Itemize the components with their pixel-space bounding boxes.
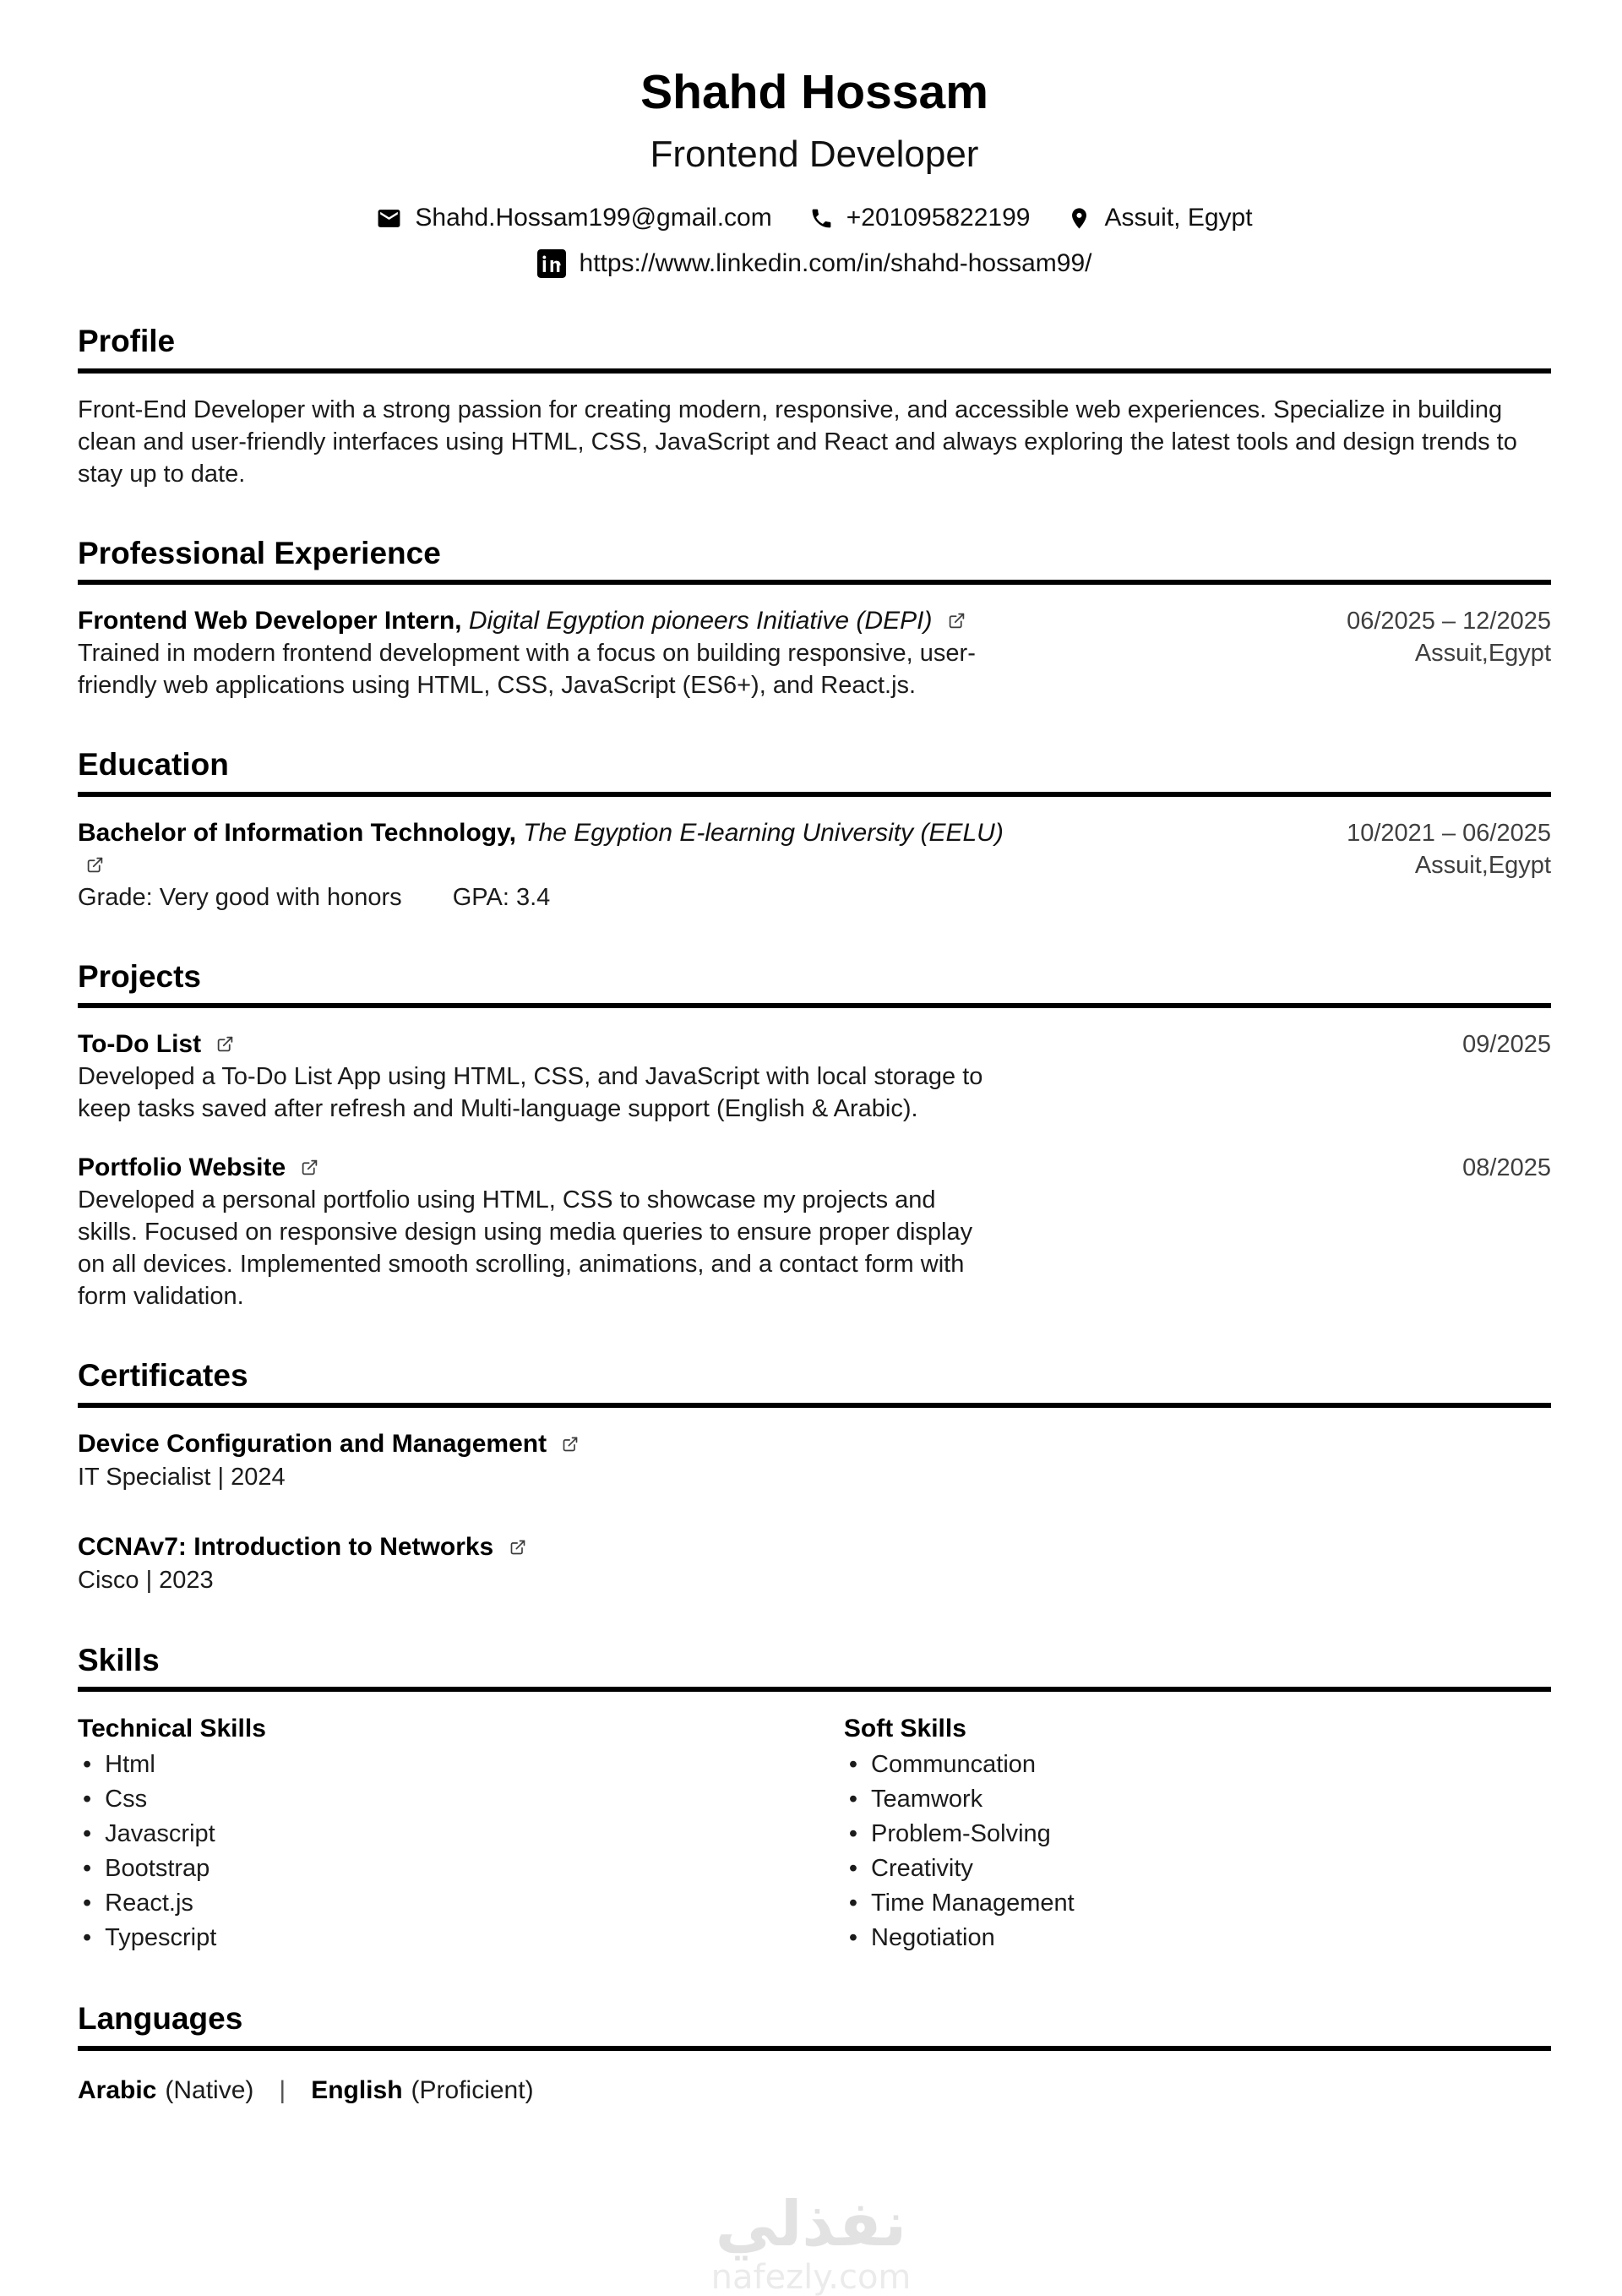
- education-grade: Grade: Very good with honors: [78, 883, 402, 911]
- skill-item: • Javascript: [78, 1817, 844, 1852]
- section-certificates: [78, 1358, 1551, 1597]
- bullet-icon: •: [848, 1890, 858, 1917]
- contact-row: [78, 204, 1551, 232]
- bullet-icon: •: [848, 1855, 858, 1883]
- certificate-issuer: Cisco | 2023: [78, 1566, 214, 1594]
- education-gpa: GPA: 3.4: [452, 883, 551, 911]
- soft-skills-title: Soft Skills: [843, 1715, 966, 1743]
- soft-skills-group: [844, 1712, 1551, 1955]
- section-projects: [78, 959, 1551, 1313]
- resume-header: [78, 66, 1551, 278]
- external-link-icon[interactable]: [216, 1035, 234, 1053]
- candidate-name: Shahd Hossam: [640, 65, 988, 119]
- experience-location: Assuit,Egypt: [1414, 640, 1551, 668]
- education-degree: Bachelor of Information Technology,: [78, 818, 516, 847]
- phone-text: +201095822199: [846, 204, 1031, 232]
- languages-line: [78, 2076, 1551, 2105]
- contact-phone: [809, 204, 1031, 232]
- skill-item: • Css: [78, 1782, 844, 1817]
- certificates-heading: Certificates: [78, 1358, 1551, 1408]
- education-location: Assuit,Egypt: [1414, 851, 1551, 879]
- skills-heading: Skills: [78, 1643, 1551, 1693]
- skill-item: • React.js: [78, 1886, 844, 1921]
- project-date: 09/2025: [1462, 1031, 1551, 1059]
- skill-item: • Time Management: [844, 1886, 1551, 1921]
- experience-description: Trained in modern frontend development with a focus on building responsive, user-friendly web applications using HTML, CSS, JavaScript (ES6+), and React.js.: [78, 640, 976, 700]
- phone-icon: [809, 206, 834, 231]
- bullet-icon: •: [848, 1786, 858, 1813]
- languages-heading: Languages: [78, 2001, 1551, 2051]
- external-link-icon[interactable]: [301, 1159, 318, 1176]
- nafezly-domain: nafezly.com: [710, 2258, 912, 2296]
- skill-item: • Typescript: [78, 1921, 844, 1955]
- skill-item: • Communcation: [844, 1748, 1551, 1782]
- profile-heading: Profile: [78, 324, 1551, 374]
- skill-item: • Creativity: [844, 1852, 1551, 1886]
- soft-skills-list: [844, 1748, 1551, 1955]
- project-description: Developed a personal portfolio using HTML, CSS to showcase my projects and skills. Focused on responsive design using media queries to ensure proper display on all devices. Implemented smooth scrolling, animations, and a contact form with form validation.: [78, 1186, 973, 1311]
- section-education: [78, 747, 1551, 913]
- technical-skills-list: [78, 1748, 844, 1955]
- contact-location: [1067, 204, 1252, 232]
- bullet-icon: •: [848, 1820, 858, 1848]
- experience-heading: Professional Experience: [78, 536, 1551, 586]
- skill-item: • Problem-Solving: [844, 1817, 1551, 1852]
- project-name: Portfolio Website: [78, 1153, 286, 1182]
- project-entry: [78, 1028, 1551, 1125]
- location-text: Assuit, Egypt: [1104, 204, 1253, 232]
- education-title: [78, 817, 1007, 881]
- project-title: [78, 1152, 990, 1184]
- technical-skills-group: [78, 1712, 844, 1955]
- certificate-entry: [78, 1531, 1551, 1597]
- skill-item: • Html: [78, 1748, 844, 1782]
- project-title: [78, 1028, 990, 1061]
- bullet-icon: •: [83, 1751, 92, 1779]
- bullet-icon: •: [83, 1820, 92, 1848]
- skill-item: • Teamwork: [844, 1782, 1551, 1817]
- project-date: 08/2025: [1462, 1154, 1551, 1182]
- project-description: Developed a To-Do List App using HTML, CSS, and JavaScript with local storage to keep tasks saved after refresh and Multi-language support (English & Arabic).: [78, 1063, 983, 1123]
- linkedin-url[interactable]: https://www.linkedin.com/in/shahd-hossam99/: [579, 249, 1092, 278]
- language-name: Arabic: [78, 2075, 157, 2104]
- experience-dates: 06/2025 – 12/2025: [1347, 608, 1551, 635]
- project-entry: [78, 1152, 1551, 1312]
- bullet-icon: •: [83, 1924, 92, 1952]
- skill-item: • Bootstrap: [78, 1852, 844, 1886]
- linkedin-row: [78, 249, 1551, 278]
- certificate-name: Device Configuration and Management: [78, 1429, 547, 1458]
- location-icon: [1067, 206, 1091, 231]
- certificate-entry: [78, 1428, 1551, 1494]
- language-name: English: [311, 2075, 403, 2104]
- experience-title: [78, 605, 990, 637]
- certificate-title: [78, 1428, 1551, 1460]
- language-level: (Proficient): [411, 2075, 534, 2104]
- nafezly-logo: نفذلي: [715, 2188, 907, 2261]
- linkedin-icon: [537, 249, 566, 278]
- bullet-icon: •: [83, 1786, 92, 1813]
- external-link-icon[interactable]: [562, 1436, 579, 1453]
- external-link-icon[interactable]: [509, 1539, 526, 1556]
- section-profile: [78, 324, 1551, 490]
- contact-email: [376, 204, 771, 232]
- education-heading: Education: [78, 747, 1551, 797]
- certificate-title: [78, 1531, 1551, 1563]
- separator: |: [279, 2075, 286, 2104]
- certificate-issuer: IT Specialist | 2024: [78, 1463, 286, 1491]
- bullet-icon: •: [83, 1855, 92, 1883]
- bullet-icon: •: [83, 1890, 92, 1917]
- projects-heading: Projects: [78, 959, 1551, 1009]
- experience-role: Frontend Web Developer Intern,: [78, 607, 462, 635]
- bullet-icon: •: [848, 1924, 858, 1952]
- education-entry: [78, 817, 1551, 913]
- certificate-name: CCNAv7: Introduction to Networks: [78, 1532, 494, 1561]
- watermark: [710, 2188, 912, 2296]
- candidate-job-title: Frontend Developer: [650, 133, 979, 175]
- education-grade-line: [78, 881, 1007, 913]
- skill-item: • Negotiation: [844, 1921, 1551, 1955]
- external-link-icon[interactable]: [948, 612, 966, 630]
- experience-entry: [78, 605, 1551, 701]
- education-dates: 10/2021 – 06/2025: [1347, 819, 1551, 847]
- education-org: The Egyption E-learning University (EELU): [523, 818, 1004, 847]
- external-link-icon[interactable]: [86, 856, 104, 874]
- language-level: (Native): [165, 2075, 254, 2104]
- section-experience: [78, 536, 1551, 702]
- technical-skills-title: Technical Skills: [78, 1715, 266, 1743]
- section-skills: [78, 1643, 1551, 1956]
- email-icon: [376, 205, 402, 232]
- bullet-icon: •: [848, 1751, 858, 1779]
- experience-org: Digital Egyption pioneers Initiative (DEPI): [468, 607, 933, 635]
- project-name: To-Do List: [78, 1030, 202, 1059]
- profile-text: Front-End Developer with a strong passion for creating modern, responsive, and accessible web experiences. Specialize in building clean and user-friendly interfaces using HTML, CSS, JavaScript and React and always exploring the latest tools and design trends to stay up to date.: [78, 395, 1517, 488]
- section-languages: [78, 2001, 1551, 2105]
- email-text[interactable]: Shahd.Hossam199@gmail.com: [415, 204, 772, 232]
